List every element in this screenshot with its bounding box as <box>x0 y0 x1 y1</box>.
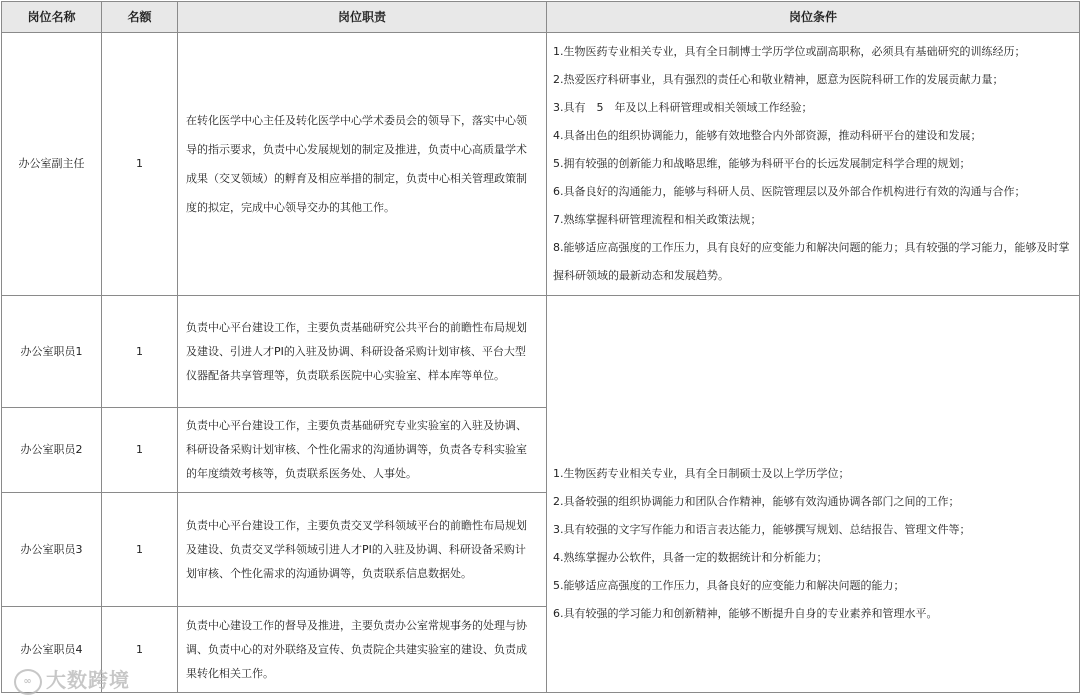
header-name: 岗位名称 <box>2 2 102 33</box>
requirement-item: 4.具备出色的组织协调能力，能够有效地整合内外部资源，推动科研平台的建设和发展； <box>553 129 982 142</box>
requirement-item: 6.具备良好的沟通能力，能够与科研人员、医院管理层以及外部合作机构进行有效的沟通与合作； <box>553 185 1026 198</box>
position-name: 办公室职员4 <box>2 607 102 693</box>
position-name: 办公室职员1 <box>2 296 102 408</box>
requirement-item: 6.具有较强的学习能力和创新精神，能够不断提升自身的专业素养和管理水平。 <box>553 607 938 620</box>
job-table <box>1 1 1080 693</box>
table-row <box>2 33 1080 296</box>
watermark-logo-icon: ∞ <box>14 669 42 695</box>
requirement-item: 3.具有较强的文字写作能力和语言表达能力，能够撰写规划、总结报告、管理文件等； <box>553 523 971 536</box>
requirement-item: 7.熟练掌握科研管理流程和相关政策法规； <box>553 213 762 226</box>
header-duty: 岗位职责 <box>178 2 547 33</box>
requirement-item: 8.能够适应高强度的工作压力，具有良好的应变能力和解决问题的能力；具有较强的学习能力，能够及时掌握科研领域的最新动态和发展趋势。 <box>553 241 1070 282</box>
requirements-staff <box>547 296 1080 693</box>
position-duty: 负责中心平台建设工作，主要负责基础研究公共平台的前瞻性布局规划及建设、引进人才PI的入驻及协调、科研设备采购计划审核、平台大型仪器配备共享管理等，负责联系医院中心实验室、样本库等单位。 <box>178 296 547 408</box>
requirement-item: 5.能够适应高强度的工作压力，具备良好的应变能力和解决问题的能力； <box>553 579 905 592</box>
position-count: 1 <box>102 33 178 296</box>
watermark <box>14 664 130 695</box>
header-row <box>2 2 1080 33</box>
position-count: 1 <box>102 607 178 693</box>
requirement-item: 2.热爱医疗科研事业，具有强烈的责任心和敬业精神，愿意为医院科研工作的发展贡献力量； <box>553 73 1004 86</box>
requirement-item: 1.生物医药专业相关专业，具有全日制硕士及以上学历学位； <box>553 467 850 480</box>
watermark-text: 大数跨境 <box>46 668 130 692</box>
table-row <box>2 296 1080 408</box>
position-duty: 负责中心平台建设工作，主要负责基础研究专业实验室的入驻及协调、科研设备采购计划审核、个性化需求的沟通协调等，负责各专科实验室的年度绩效考核等，负责联系医务处、人事处。 <box>178 408 547 493</box>
requirement-item: 2.具备较强的组织协调能力和团队合作精神，能够有效沟通协调各部门之间的工作； <box>553 495 960 508</box>
position-count: 1 <box>102 493 178 607</box>
header-requirements: 岗位条件 <box>547 2 1080 33</box>
position-name: 办公室职员2 <box>2 408 102 493</box>
position-name: 办公室副主任 <box>2 33 102 296</box>
position-count: 1 <box>102 296 178 408</box>
position-name: 办公室职员3 <box>2 493 102 607</box>
position-duty: 在转化医学中心主任及转化医学中心学术委员会的领导下，落实中心领导的指示要求，负责中心发展规划的制定及推进，负责中心高质量学术成果（交叉领域）的孵育及相应举措的制定，负责中心相关管理政策制度的拟定，完成中心领导交办的其他工作。 <box>178 33 547 296</box>
requirement-item: 4.熟练掌握办公软件，具备一定的数据统计和分析能力； <box>553 551 828 564</box>
position-count: 1 <box>102 408 178 493</box>
position-duty: 负责中心建设工作的督导及推进，主要负责办公室常规事务的处理与协调、负责中心的对外联络及宣传、负责院企共建实验室的建设、负责成果转化相关工作。 <box>178 607 547 693</box>
header-count: 名额 <box>102 2 178 33</box>
requirement-item: 5.拥有较强的创新能力和战略思维，能够为科研平台的长远发展制定科学合理的规划； <box>553 157 971 170</box>
requirement-item: 1.生物医药专业相关专业，具有全日制博士学历学位或副高职称，必须具有基础研究的训练经历； <box>553 45 1026 58</box>
requirements-deputy <box>547 33 1080 296</box>
requirement-item: 3.具有 5 年及以上科研管理或相关领域工作经验； <box>553 101 813 114</box>
position-duty: 负责中心平台建设工作，主要负责交叉学科领域平台的前瞻性布局规划及建设、负责交叉学科领域引进人才PI的入驻及协调、科研设备采购计划审核、个性化需求的沟通协调等，负责联系信息数据处。 <box>178 493 547 607</box>
